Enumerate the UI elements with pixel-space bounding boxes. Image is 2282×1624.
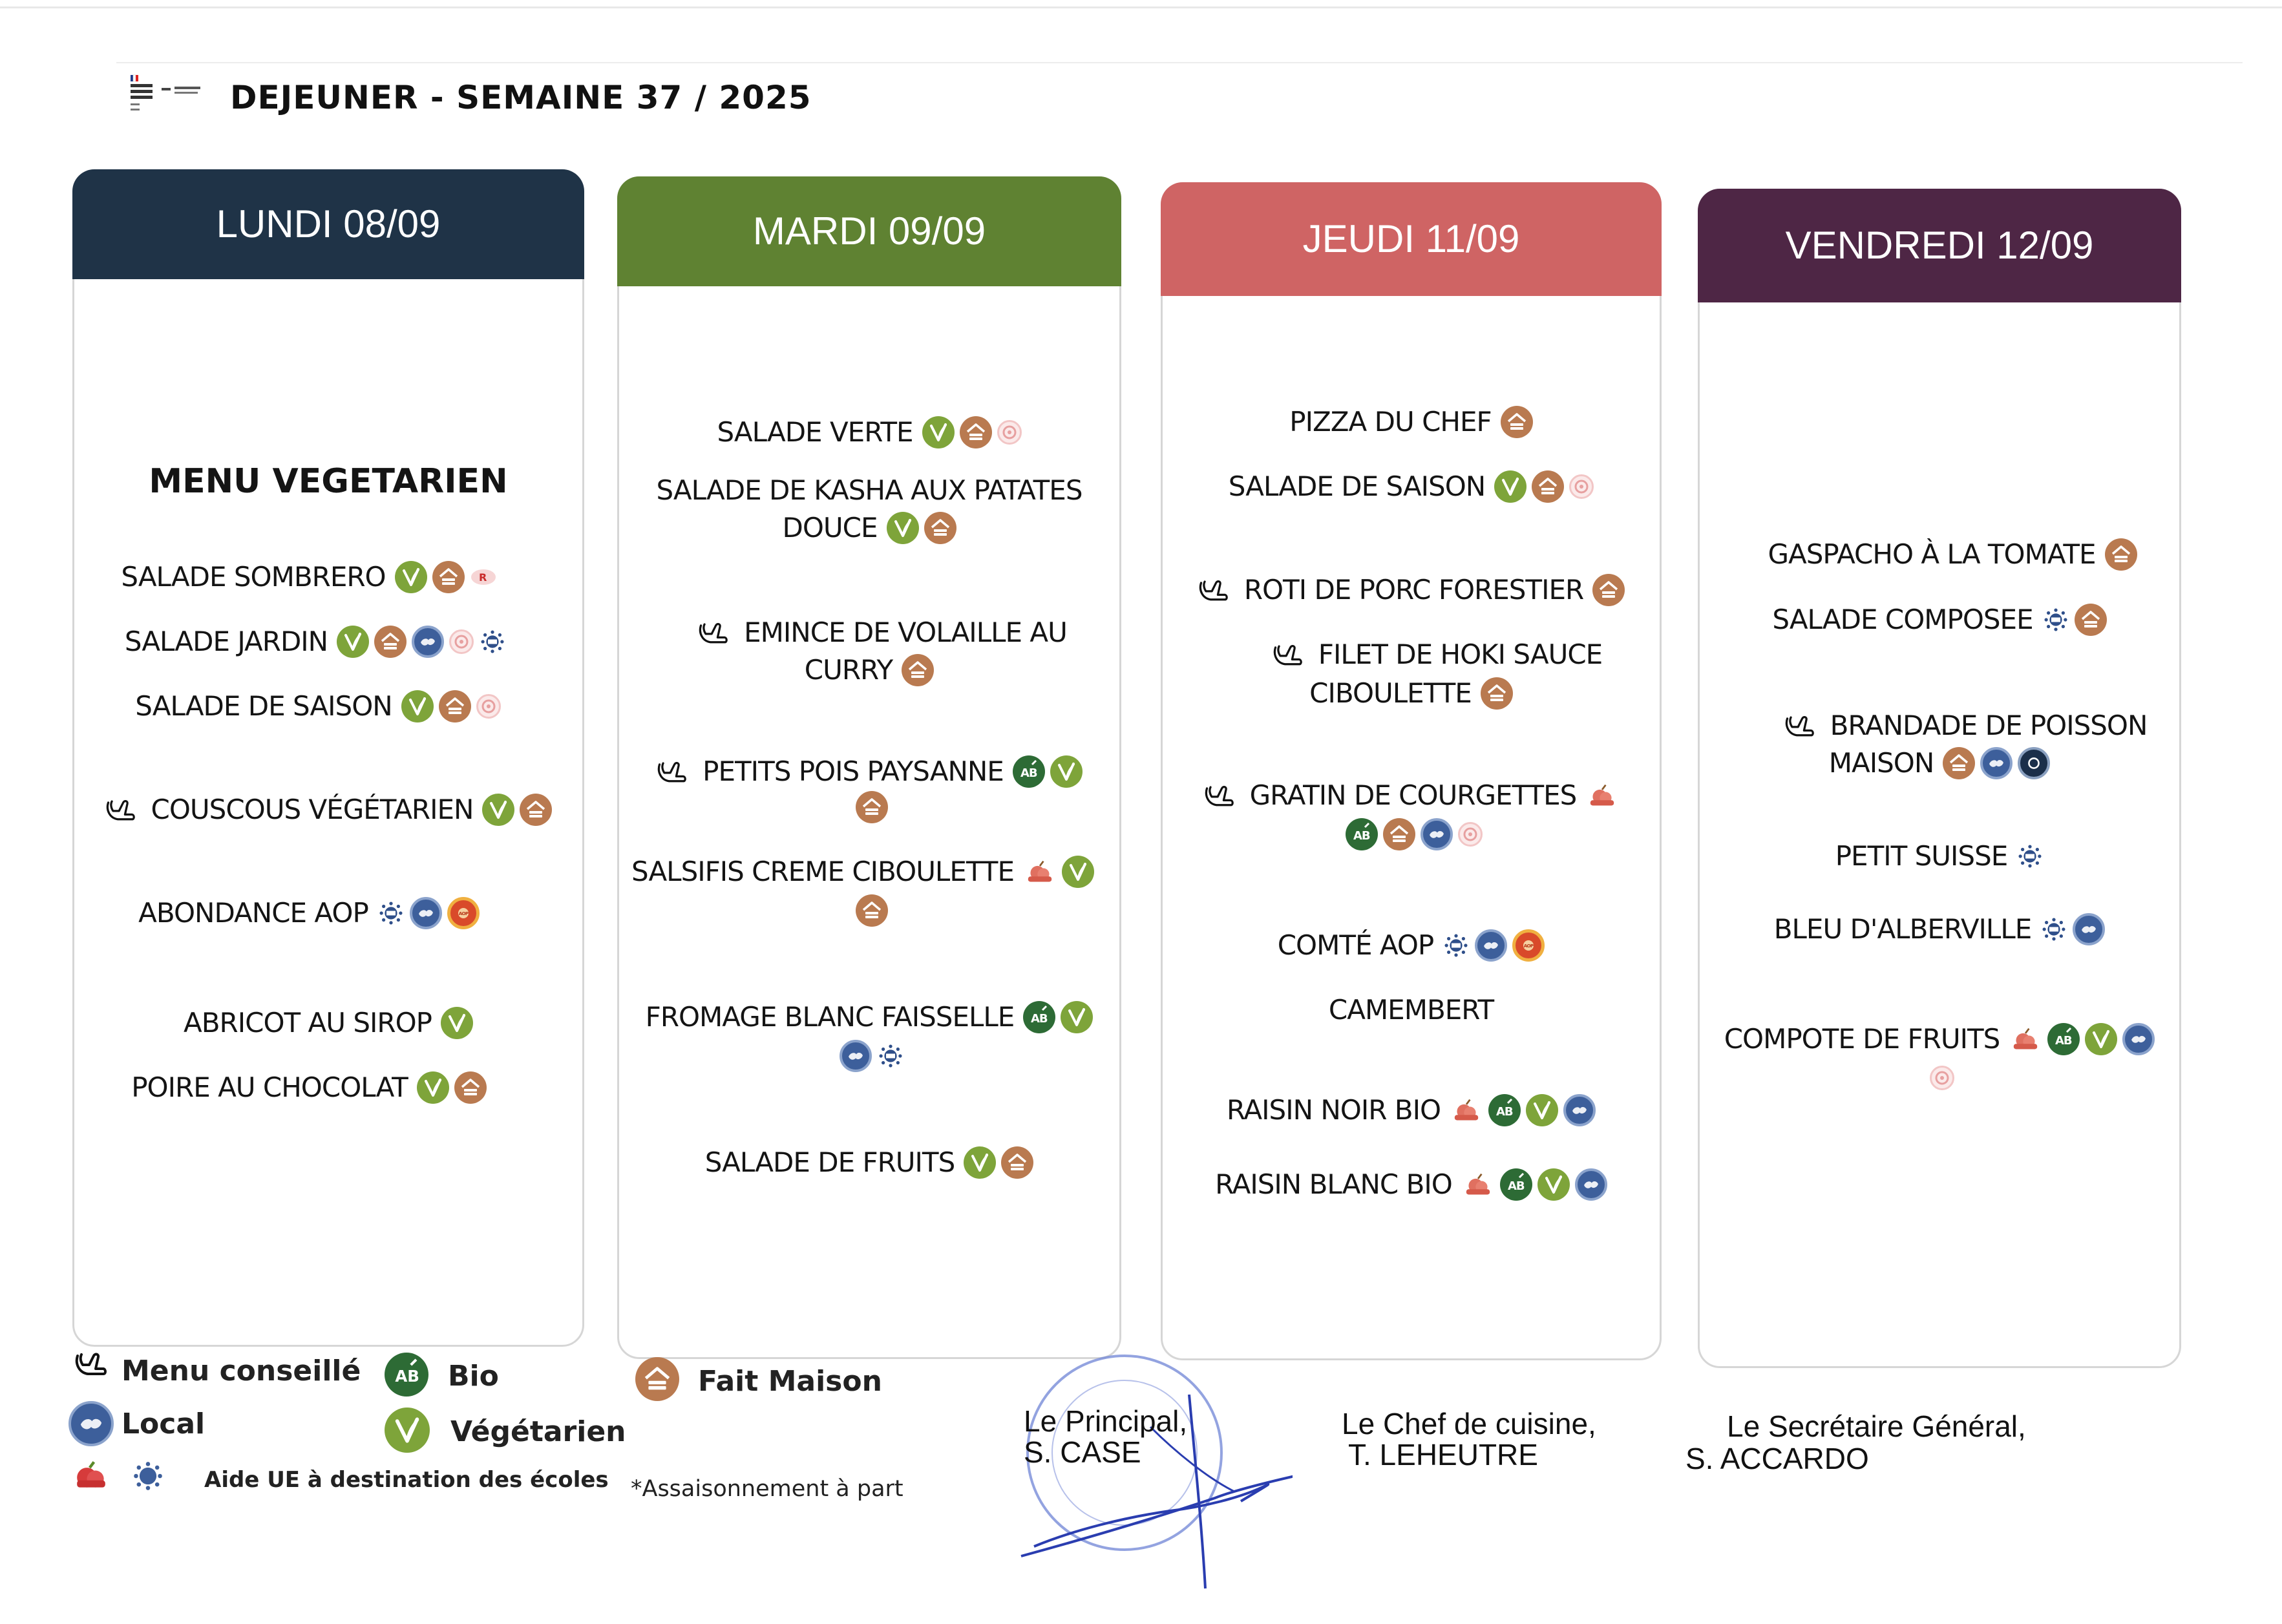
day-card-jeudi (1161, 182, 1662, 1360)
fait-maison-icon (2075, 604, 2107, 636)
fait-maison-icon (856, 894, 888, 927)
menu-item (632, 615, 1132, 648)
principal-name: S. CASE (1024, 1435, 1141, 1469)
menu-conseille-icon (1198, 576, 1229, 604)
menu-item (619, 510, 1119, 544)
menu-item-label: PETITS POIS PAYSANNE (703, 755, 1004, 787)
menu-item-label: EMINCE DE VOLAILLE AU (744, 617, 1067, 648)
svg-text:R: R (478, 571, 486, 584)
menu-item-label: SALADE DE SAISON (1228, 470, 1486, 502)
local-legend-icon (69, 1401, 114, 1446)
menu-item (1163, 572, 1660, 606)
menu-conseille-icon (1203, 782, 1234, 809)
aide-ue-icon (2040, 916, 2067, 943)
menu-item-label: FROMAGE BLANC FAISSELLE (645, 1001, 1015, 1033)
menu-item-label: SALADE DE KASHA AUX PATATES (656, 474, 1083, 506)
local-icon (1563, 1094, 1596, 1126)
menu-item (1700, 745, 2179, 779)
local-icon (412, 626, 444, 658)
menu-item-label: POIRE AU CHOCOLAT (131, 1071, 408, 1103)
aide-ue-fruits-icon (2009, 1026, 2042, 1052)
svg-text:AB: AB (2055, 1033, 2072, 1048)
aide-ue-icon (2016, 843, 2044, 870)
secretaire-name: S. ACCARDO (1685, 1442, 1869, 1475)
menu-item (64, 688, 572, 722)
menu-item-label: COMTÉ AOP (1277, 929, 1434, 961)
aide-ue-icon (877, 1042, 904, 1070)
menu-item (61, 624, 569, 658)
menu-conseille-icon (656, 758, 687, 785)
menu-item-label: SALADE COMPOSEE (1772, 604, 2033, 635)
republique-logo (129, 72, 200, 118)
menu-item-label: BRANDADE DE POISSON (1830, 710, 2148, 741)
vegetarien-icon (337, 626, 369, 658)
menu-item-label: DOUCE (782, 512, 878, 543)
menu-item (619, 754, 1119, 788)
menu-item (1713, 536, 2192, 571)
legend-vegetarien: Végétarien (450, 1415, 626, 1448)
menu-item (1163, 1166, 1660, 1201)
menu-item (1700, 1060, 2179, 1091)
fait-maison-icon (1943, 747, 1975, 779)
menu-item (55, 895, 563, 929)
menu-item-label: RAISIN BLANC BIO (1215, 1168, 1452, 1200)
bio-icon (2047, 1023, 2080, 1055)
vegetarien-icon (887, 512, 919, 544)
legend-fait-maison: Fait Maison (698, 1365, 882, 1398)
local-icon (2073, 913, 2105, 945)
vegetarien-icon (482, 794, 514, 826)
fait-maison-icon (1532, 470, 1564, 503)
menu-item (1700, 602, 2179, 636)
menu-item-label: GRATIN DE COURGETTES (1249, 779, 1577, 811)
chef-name: T. LEHEUTRE (1348, 1438, 1538, 1471)
vegetarien-legend-icon (385, 1408, 430, 1453)
menu-item-label: CURRY (804, 654, 893, 686)
day-header: JEUDI 11/09 (1161, 182, 1662, 296)
menu-item-label: FILET DE HOKI SAUCE (1318, 638, 1603, 670)
aide-ue-icon (2042, 606, 2069, 633)
vegetarien-icon (417, 1071, 449, 1104)
menu-item (1189, 637, 1685, 670)
legend-assaisonnement: *Assaisonnement à part (631, 1476, 903, 1502)
aide-ue-fruits-icon (1585, 783, 1619, 808)
bio-icon (1500, 1168, 1532, 1201)
menu-conseille-icon (697, 619, 728, 646)
menu-item (1700, 911, 2179, 945)
menu-item (1700, 838, 2179, 872)
menu-item-label: RAISIN NOIR BIO (1226, 1094, 1441, 1126)
local-icon (1980, 747, 2013, 779)
menu-item (1163, 927, 1660, 962)
aop-icon (1512, 929, 1545, 962)
vegetarien-icon (1062, 856, 1094, 888)
aide-ue-icon (1442, 932, 1470, 959)
vegetarien-icon (922, 416, 955, 448)
svg-text:AOP: AOP (458, 910, 469, 916)
menu-item (1163, 992, 1660, 1026)
menu-item (1700, 1021, 2179, 1055)
label-rouge-icon (470, 567, 497, 587)
menu-item-label: SALSIFIS CREME CIBOULETTE (631, 856, 1014, 887)
label-icon (476, 694, 501, 719)
menu-item-label: COMPOTE DE FRUITS (1724, 1023, 2000, 1055)
fait-maison-icon (439, 690, 471, 722)
day-card-vendredi (1698, 189, 2181, 1368)
menu-item (74, 792, 582, 826)
menu-item (1163, 816, 1660, 850)
bio-legend-icon (385, 1353, 428, 1397)
vegetarien-icon (401, 690, 434, 722)
legend-menu-conseille: Menu conseillé (121, 1355, 361, 1387)
svg-text:AB: AB (1507, 1179, 1525, 1193)
fait-maison-icon (960, 416, 992, 448)
day-card-lundi (72, 169, 584, 1347)
menu-item-label: ROTI DE PORC FORESTIER (1243, 574, 1584, 606)
svg-text:AB: AB (395, 1366, 419, 1386)
header-rule (116, 62, 2243, 63)
secretaire-title: Le Secrétaire Général, (1727, 1409, 2026, 1443)
local-icon (1575, 1168, 1607, 1201)
svg-text:AB: AB (1020, 766, 1037, 780)
menu-conseille-icon (1784, 712, 1815, 739)
menu-item-label: SALADE VERTE (717, 416, 913, 448)
dark-label-icon (2018, 747, 2050, 779)
aide-ue-legend-icon (131, 1461, 165, 1492)
day-header: VENDREDI 12/09 (1698, 189, 2181, 302)
menu-item-label: CIBOULETTE (1309, 677, 1472, 709)
menu-item-label: PETIT SUISSE (1835, 840, 2008, 872)
svg-text:AOP: AOP (1524, 942, 1534, 949)
svg-text:AB: AB (1496, 1104, 1513, 1119)
vegetarien-icon (1061, 1001, 1093, 1033)
aop-icon (447, 897, 480, 929)
day-header: LUNDI 08/09 (72, 169, 584, 279)
bio-icon (1488, 1094, 1521, 1126)
menu-item-label: SALADE DE FRUITS (704, 1146, 955, 1178)
bio-icon (1023, 1001, 1055, 1033)
menu-conseille-icon (1272, 641, 1303, 668)
fait-maison-icon (902, 654, 934, 686)
fait-maison-icon (924, 512, 956, 544)
menu-item-label: COUSCOUS VÉGÉTARIEN (151, 794, 474, 825)
vegetarien-icon (1537, 1168, 1570, 1201)
fait-maison-icon (1501, 406, 1533, 438)
menu-item (619, 414, 1119, 448)
menu-item-label: MAISON (1828, 747, 1934, 779)
menu-item-label: SALADE JARDIN (124, 626, 328, 657)
fait-maison-icon (1383, 818, 1415, 850)
local-icon (1421, 818, 1453, 850)
label-icon (449, 629, 474, 654)
fait-maison-icon (374, 626, 407, 658)
menu-item-label: CAMEMBERT (1328, 994, 1494, 1026)
fait-maison-icon (454, 1071, 487, 1104)
label-icon (1930, 1066, 1954, 1090)
menu-special-title: MENU VEGETARIEN (149, 462, 508, 501)
vegetarien-icon (1050, 755, 1083, 788)
menu-item (1163, 777, 1660, 811)
menu-item (619, 1038, 1119, 1072)
fait-maison-icon (1481, 677, 1513, 710)
day-card-mardi (617, 176, 1121, 1359)
vegetarien-icon (1526, 1094, 1558, 1126)
menu-conseille-legend-icon (74, 1349, 107, 1378)
fait-maison-icon (520, 794, 552, 826)
chef-title: Le Chef de cuisine, (1342, 1407, 1596, 1440)
fait-maison-icon (856, 791, 888, 823)
vegetarien-icon (1494, 470, 1527, 503)
menu-item-label: SALADE SOMBRERO (121, 561, 386, 593)
label-icon (1569, 474, 1594, 499)
bio-icon (1013, 755, 1045, 788)
vegetarien-icon (395, 561, 427, 593)
local-icon (1475, 929, 1507, 962)
legend-local: Local (121, 1408, 206, 1440)
local-icon (2122, 1023, 2155, 1055)
vegetarien-icon (2085, 1023, 2117, 1055)
menu-item (1163, 469, 1660, 503)
menu-conseille-icon (105, 796, 136, 823)
menu-item (1163, 404, 1660, 438)
menu-item (1163, 1092, 1660, 1126)
vegetarien-icon (441, 1007, 473, 1039)
principal-title: Le Principal, (1024, 1404, 1188, 1438)
menu-item-label: PIZZA DU CHEF (1289, 406, 1492, 438)
menu-item (1726, 708, 2205, 741)
menu-item-label: SALADE DE SAISON (135, 690, 392, 722)
aide-ue-fruits-icon (1461, 1172, 1495, 1197)
menu-item-label: ABRICOT AU SIROP (184, 1007, 432, 1039)
menu-item (74, 1005, 582, 1039)
legend-aide-ue: Aide UE à destination des écoles (204, 1467, 609, 1493)
menu-item (619, 1144, 1119, 1179)
local-icon (840, 1040, 872, 1072)
menu-item (619, 789, 1119, 823)
aide-ue-icon (479, 628, 506, 655)
fait-maison-icon (1001, 1146, 1033, 1179)
menu-item (619, 999, 1119, 1033)
fait-maison-icon (432, 561, 465, 593)
menu-item (619, 652, 1119, 686)
local-icon (410, 897, 442, 929)
menu-item (619, 892, 1119, 927)
aide-ue-icon (377, 900, 405, 927)
svg-text:AB: AB (1031, 1011, 1048, 1026)
menu-item-label: ABONDANCE AOP (138, 897, 368, 929)
menu-item (55, 559, 563, 593)
fait-maison-icon (2105, 538, 2137, 571)
label-icon (997, 420, 1022, 445)
legend-bio: Bio (448, 1360, 499, 1393)
vegetarien-icon (964, 1146, 996, 1179)
day-header: MARDI 09/09 (617, 176, 1121, 286)
menu-item (613, 854, 1113, 888)
bio-icon (1346, 818, 1378, 850)
menu-item-label: BLEU D'ALBERVILLE (1773, 913, 2032, 945)
page-title: DEJEUNER - SEMAINE 37 / 2025 (230, 79, 812, 116)
menu-item-label: GASPACHO À LA TOMATE (1768, 538, 2096, 570)
aide-ue-fruits-icon (1023, 859, 1057, 885)
label-icon (1458, 822, 1483, 847)
fait-maison-legend-icon (635, 1357, 679, 1401)
menu-item (55, 1070, 563, 1104)
svg-text:AB: AB (1353, 828, 1370, 843)
fait-maison-icon (1592, 574, 1625, 606)
aide-ue-fruits-icon (1450, 1097, 1483, 1123)
menu-item (1163, 675, 1660, 710)
aide-ue-fruits-legend-icon (72, 1459, 110, 1490)
menu-item (619, 472, 1119, 506)
page-border-top (0, 6, 2282, 8)
